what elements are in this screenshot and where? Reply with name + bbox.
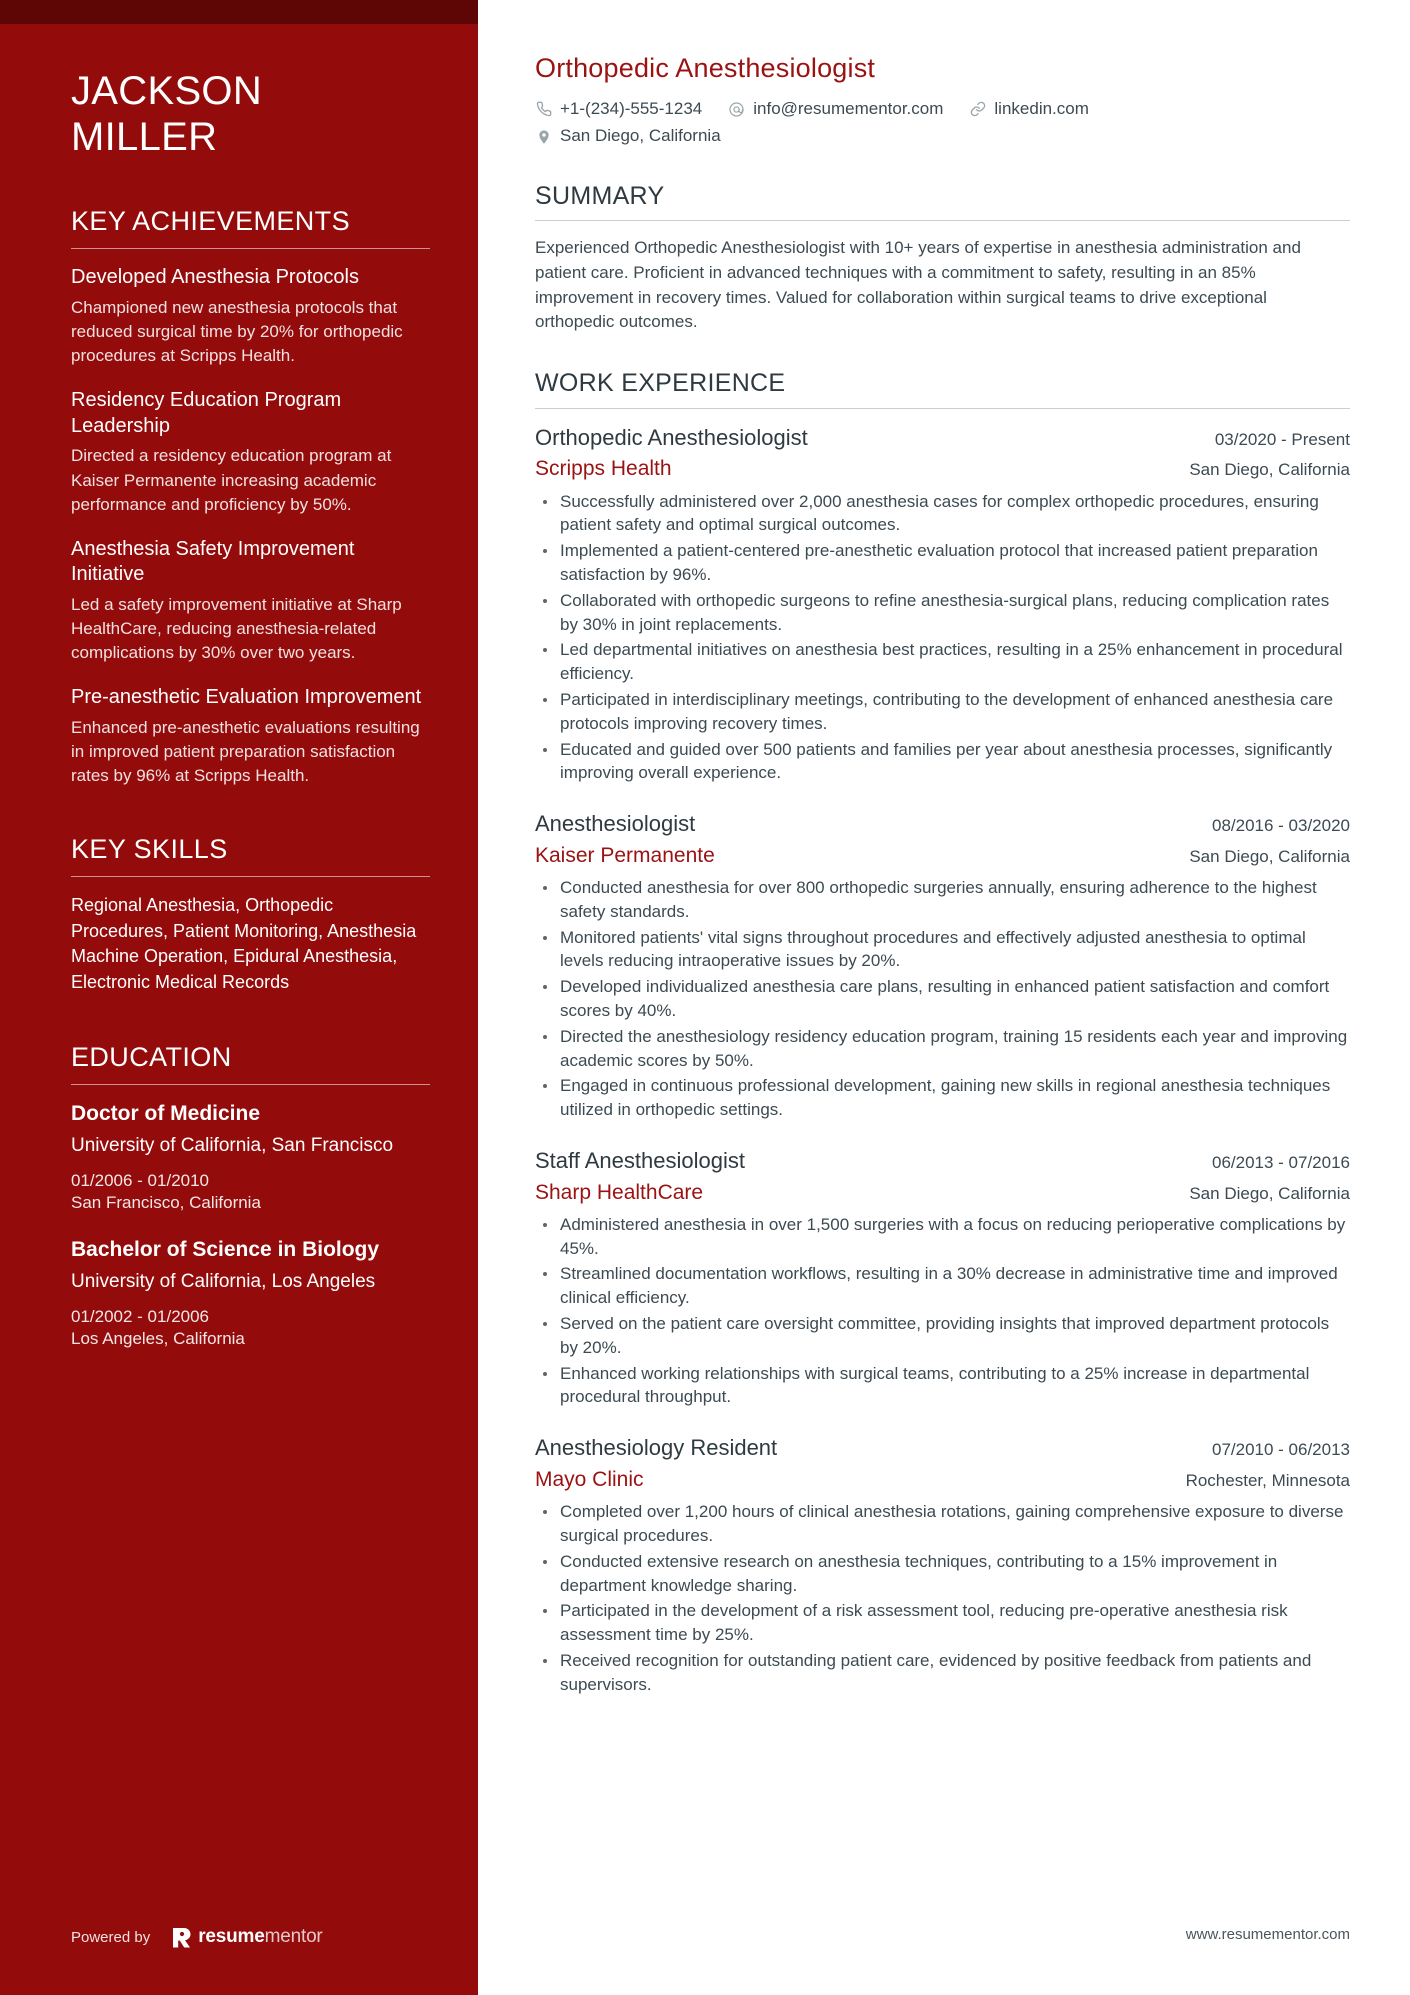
experience-role: Staff Anesthesiologist bbox=[535, 1147, 745, 1173]
experience-bullet: Streamlined documentation workflows, resulting in a 30% decrease in administrative time and improved clinical efficiency. bbox=[535, 1262, 1350, 1310]
candidate-name bbox=[71, 69, 430, 160]
experience-bullets bbox=[535, 876, 1350, 1122]
contact-email-text: info@resumementor.com bbox=[753, 99, 944, 119]
location-pin-icon bbox=[535, 128, 552, 145]
experience-dates: 07/2010 - 06/2013 bbox=[1211, 1440, 1350, 1460]
experience-bullets bbox=[535, 1500, 1350, 1696]
phone-icon bbox=[535, 101, 552, 118]
experience-location: San Diego, California bbox=[1189, 460, 1350, 480]
experience-role: Orthopedic Anesthesiologist bbox=[535, 424, 808, 450]
achievement-item bbox=[71, 685, 430, 788]
link-icon bbox=[969, 101, 986, 118]
section-divider bbox=[535, 408, 1350, 409]
achievement-item bbox=[71, 388, 430, 517]
headline-job-title: Orthopedic Anesthesiologist bbox=[535, 53, 876, 83]
experience-subheader bbox=[535, 1466, 1350, 1493]
experience-company: Mayo Clinic bbox=[535, 1467, 644, 1491]
experience-bullet: Successfully administered over 2,000 anesthesia cases for complex orthopedic procedures, ensuring patient safety and optimal surgical outcomes. bbox=[535, 490, 1350, 538]
experience-location: San Diego, California bbox=[1189, 846, 1350, 866]
resumementor-logo bbox=[172, 1926, 322, 1948]
contact-linkedin[interactable] bbox=[969, 98, 1089, 120]
sidebar-footer bbox=[71, 1926, 323, 1948]
experience-subheader bbox=[535, 455, 1350, 482]
experience-subheader bbox=[535, 1179, 1350, 1206]
section-divider bbox=[71, 248, 430, 249]
education-item bbox=[71, 1237, 430, 1351]
achievement-description: Directed a residency education program at Kaiser Permanente increasing academic performance and proficiency by 50%. bbox=[71, 446, 392, 514]
education-location: Los Angeles, California bbox=[71, 1329, 245, 1349]
main-column bbox=[478, 0, 1410, 1995]
experience-bullet: Directed the anesthesiology residency education program, training 15 residents each year and improving academic scores by 50%. bbox=[535, 1025, 1350, 1073]
key-achievements-section bbox=[71, 206, 430, 788]
experience-bullet: Collaborated with orthopedic surgeons to refine anesthesia-surgical plans, reducing complication rates by 30% in joint replacements. bbox=[535, 589, 1350, 637]
experience-bullet: Administered anesthesia in over 1,500 surgeries with a focus on reducing perioperative complications by 45%. bbox=[535, 1213, 1350, 1261]
education-degree: Doctor of Medicine bbox=[71, 1101, 261, 1125]
education-item bbox=[71, 1101, 430, 1215]
candidate-last-name: MILLER bbox=[71, 114, 218, 159]
education-school: University of California, Los Angeles bbox=[71, 1270, 376, 1292]
education-dates: 01/2006 - 01/2010 bbox=[71, 1170, 210, 1190]
achievement-item bbox=[71, 537, 430, 666]
experience-bullet: Monitored patients' vital signs throughout procedures and effectively adjusted anesthesia to optimal levels reducing intraoperative issues by 20%. bbox=[535, 926, 1350, 974]
brand-light: mentor bbox=[264, 1926, 323, 1947]
achievement-title: Pre-anesthetic Evaluation Improvement bbox=[71, 686, 422, 709]
section-divider bbox=[71, 1084, 430, 1085]
experience-bullet: Engaged in continuous professional development, gaining new skills in regional anesthesia techniques utilized in orthopedic settings. bbox=[535, 1074, 1350, 1122]
experience-bullet: Educated and guided over 500 patients and families per year about anesthesia processes, significantly improving overall experience. bbox=[535, 738, 1350, 786]
footer-website-url: www.resumementor.com bbox=[1185, 1926, 1350, 1943]
sidebar bbox=[0, 0, 478, 1995]
experience-bullet: Served on the patient care oversight committee, providing insights that improved department protocols by 20%. bbox=[535, 1312, 1350, 1360]
contact-row-primary bbox=[535, 98, 1350, 120]
achievement-description: Led a safety improvement initiative at Sharp HealthCare, reducing anesthesia-related complications by 30% over two years. bbox=[71, 594, 402, 663]
experience-bullet: Participated in the development of a risk assessment tool, reducing pre-operative anesthesia risk assessment time by 25%. bbox=[535, 1599, 1350, 1647]
summary-section bbox=[535, 182, 1350, 335]
candidate-first-name: JACKSON bbox=[71, 69, 263, 113]
resumementor-mark-icon bbox=[172, 1927, 191, 1948]
contact-email[interactable] bbox=[728, 98, 943, 120]
experience-dates: 03/2020 - Present bbox=[1214, 429, 1350, 449]
education-degree: Bachelor of Science in Biology bbox=[71, 1237, 380, 1261]
experience-bullet: Developed individualized anesthesia care plans, resulting in enhanced patient satisfaction and comfort scores by 40%. bbox=[535, 975, 1350, 1023]
experience-header bbox=[535, 810, 1350, 839]
key-achievements-heading: KEY ACHIEVEMENTS bbox=[71, 206, 350, 237]
work-experience-section bbox=[535, 369, 1350, 1697]
education-section bbox=[71, 1042, 430, 1351]
key-skills-heading: KEY SKILLS bbox=[71, 834, 228, 865]
email-icon bbox=[728, 101, 745, 118]
section-divider bbox=[535, 220, 1350, 221]
contact-block bbox=[535, 98, 1350, 147]
experience-item bbox=[535, 810, 1350, 1122]
experience-header bbox=[535, 1434, 1350, 1463]
education-heading: EDUCATION bbox=[71, 1041, 232, 1072]
resumementor-wordmark bbox=[198, 1926, 322, 1948]
experience-dates: 06/2013 - 07/2016 bbox=[1211, 1152, 1350, 1172]
experience-bullet: Enhanced working relationships with surgical teams, contributing to a 25% increase in departmental procedural throughput. bbox=[535, 1362, 1350, 1410]
brand-bold: resume bbox=[198, 1926, 265, 1947]
contact-row-location bbox=[535, 125, 1350, 147]
experience-bullet: Received recognition for outstanding patient care, evidenced by positive feedback from patients and supervisors. bbox=[535, 1649, 1350, 1697]
achievement-title: Residency Education Program Leadership bbox=[71, 389, 342, 437]
summary-heading: SUMMARY bbox=[535, 181, 665, 210]
education-dates: 01/2002 - 01/2006 bbox=[71, 1306, 210, 1326]
experience-role: Anesthesiologist bbox=[535, 811, 696, 837]
experience-company: Kaiser Permanente bbox=[535, 843, 715, 867]
experience-location: Rochester, Minnesota bbox=[1185, 1470, 1350, 1490]
experience-bullets bbox=[535, 490, 1350, 786]
experience-company: Scripps Health bbox=[535, 457, 672, 481]
experience-header bbox=[535, 424, 1350, 453]
experience-item bbox=[535, 424, 1350, 785]
experience-item bbox=[535, 1434, 1350, 1696]
experience-bullet: Participated in interdisciplinary meetings, contributing to the development of enhanced anesthesia care protocols improving recovery times. bbox=[535, 688, 1350, 736]
achievement-description: Enhanced pre-anesthetic evaluations resulting in improved patient preparation satisfaction rates by 96% at Scripps Health. bbox=[71, 717, 420, 786]
experience-bullet: Led departmental initiatives on anesthesia best practices, resulting in a 25% enhancement in procedural efficiency. bbox=[535, 638, 1350, 686]
experience-item bbox=[535, 1147, 1350, 1409]
work-experience-heading: WORK EXPERIENCE bbox=[535, 368, 786, 397]
experience-bullet: Completed over 1,200 hours of clinical anesthesia rotations, gaining comprehensive exposure to diverse surgical procedures. bbox=[535, 1500, 1350, 1548]
contact-linkedin-text: linkedin.com bbox=[994, 99, 1089, 119]
powered-by-label: Powered by bbox=[71, 1928, 151, 1946]
experience-bullet: Conducted extensive research on anesthesia techniques, contributing to a 15% improvement in department knowledge sharing. bbox=[535, 1550, 1350, 1598]
achievement-description: Championed new anesthesia protocols that reduced surgical time by 20% for orthopedic procedures at Scripps Health. bbox=[71, 297, 403, 366]
education-school: University of California, San Francisco bbox=[71, 1134, 394, 1156]
key-skills-list: Regional Anesthesia, Orthopedic Procedures, Patient Monitoring, Anesthesia Machine Operation, Epidural Anesthesia, Electronic Medical Records bbox=[71, 895, 417, 992]
contact-phone-text: +1-(234)-555-1234 bbox=[560, 99, 703, 119]
education-location: San Francisco, California bbox=[71, 1193, 261, 1213]
experience-bullets bbox=[535, 1213, 1350, 1409]
experience-dates: 08/2016 - 03/2020 bbox=[1211, 816, 1350, 836]
experience-role: Anesthesiology Resident bbox=[535, 1435, 778, 1461]
experience-bullet: Implemented a patient-centered pre-anesthetic evaluation protocol that increased patient preparation satisfaction by 96%. bbox=[535, 539, 1350, 587]
achievement-title: Developed Anesthesia Protocols bbox=[71, 266, 359, 289]
experience-bullet: Conducted anesthesia for over 800 orthopedic surgeries annually, ensuring adherence to the highest safety standards. bbox=[535, 876, 1350, 924]
contact-location-text: San Diego, California bbox=[560, 126, 721, 146]
experience-header bbox=[535, 1147, 1350, 1176]
sidebar-top-accent-bar bbox=[0, 0, 478, 24]
achievement-item bbox=[71, 265, 430, 368]
contact-location bbox=[535, 125, 721, 147]
summary-text: Experienced Orthopedic Anesthesiologist with 10+ years of expertise in anesthesia administration and patient care. Proficient in advanced techniques with a commitment to safety, resulting in an 85% improvement in recovery times. Valued for collaboration within surgical teams to drive exceptional orthopedic outcomes. bbox=[535, 238, 1301, 332]
experience-subheader bbox=[535, 842, 1350, 869]
contact-phone[interactable] bbox=[535, 98, 702, 120]
achievement-title: Anesthesia Safety Improvement Initiative bbox=[71, 537, 355, 586]
experience-company: Sharp HealthCare bbox=[535, 1180, 704, 1204]
key-skills-section bbox=[71, 834, 430, 995]
section-divider bbox=[71, 876, 430, 877]
experience-location: San Diego, California bbox=[1189, 1183, 1350, 1203]
